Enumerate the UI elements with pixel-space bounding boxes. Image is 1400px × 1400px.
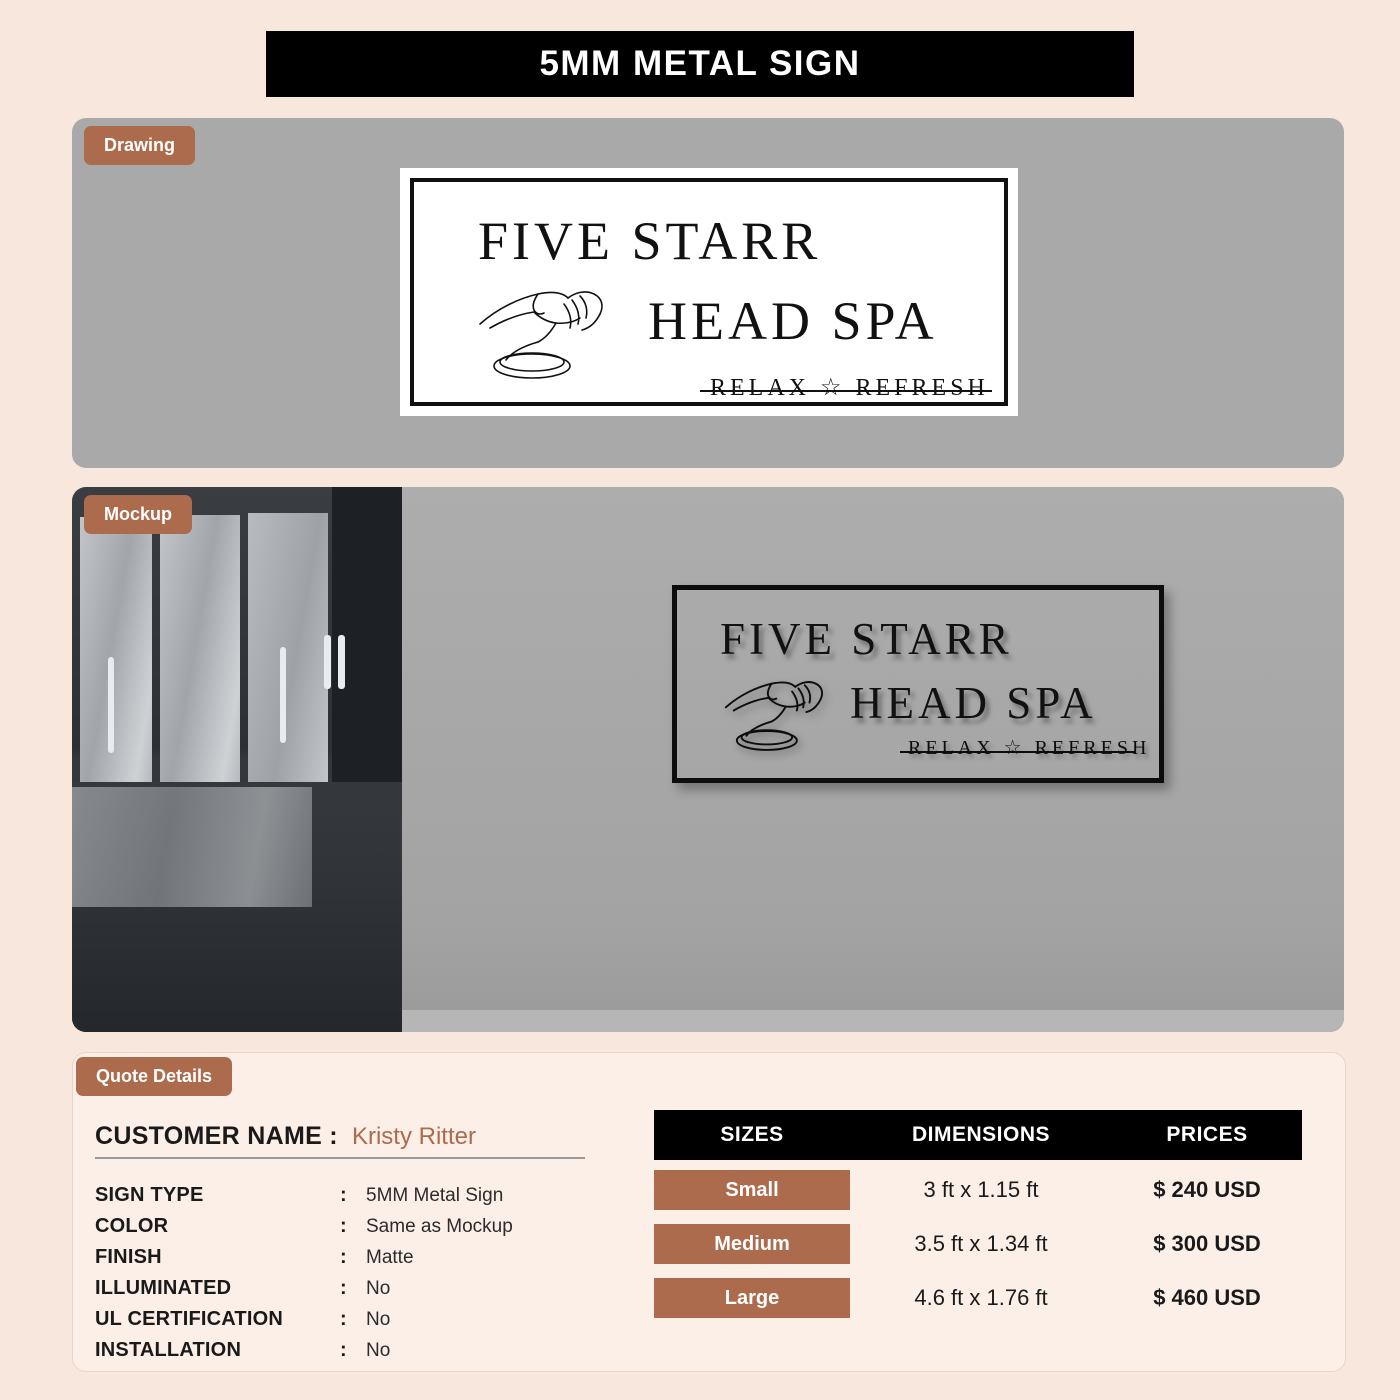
- mockup-section-tag: Mockup: [84, 495, 192, 534]
- drawing-section-tag: Drawing: [84, 126, 195, 165]
- price-value: $ 460 USD: [1153, 1284, 1261, 1310]
- spec-value: No: [366, 1340, 391, 1361]
- price-table: [654, 1110, 1302, 1322]
- table-row: [654, 1219, 1302, 1268]
- spec-value: No: [366, 1278, 391, 1299]
- dimensions-value: 3.5 ft x 1.34 ft: [914, 1230, 1048, 1256]
- dimensions-value: 4.6 ft x 1.76 ft: [914, 1284, 1048, 1310]
- spec-colon: :: [340, 1277, 347, 1299]
- spec-value: No: [366, 1309, 391, 1330]
- customer-name-row: [95, 1122, 585, 1159]
- price-value: $ 300 USD: [1153, 1230, 1261, 1256]
- price-value: $ 240 USD: [1153, 1176, 1261, 1202]
- spec-colon: :: [340, 1184, 347, 1206]
- spec-row-ul-certification: [95, 1308, 595, 1331]
- header-bar: [266, 31, 1134, 97]
- column-header-prices: PRICES: [1166, 1123, 1248, 1146]
- spec-key: ILLUMINATED: [95, 1277, 232, 1299]
- table-row: [654, 1273, 1302, 1322]
- spec-key: INSTALLATION: [95, 1339, 242, 1361]
- head-spa-line-art-icon: [710, 663, 860, 758]
- sign-logo-line2: HEAD SPA: [648, 291, 938, 351]
- spec-row-installation: [95, 1339, 595, 1362]
- spec-value: Matte: [366, 1247, 414, 1268]
- mockup-wall-baseline: [402, 1010, 1344, 1032]
- spec-colon: :: [340, 1339, 347, 1361]
- sign-logo-artwork: [400, 168, 1018, 416]
- size-badge-small: Small: [654, 1170, 850, 1210]
- spec-key: SIGN TYPE: [95, 1184, 204, 1206]
- sign-logo-line1: FIVE STARR: [478, 211, 822, 271]
- spec-row-color: [95, 1215, 595, 1238]
- page-title: 5MM METAL SIGN: [539, 44, 861, 83]
- size-badge-medium: Medium: [654, 1224, 850, 1264]
- spec-list: [95, 1184, 595, 1370]
- dimensions-value: 3 ft x 1.15 ft: [923, 1176, 1039, 1202]
- spec-row-illuminated: [95, 1277, 595, 1300]
- spec-key: FINISH: [95, 1246, 162, 1268]
- mockup-logo-line1: FIVE STARR: [720, 614, 1013, 664]
- spec-value: 5MM Metal Sign: [366, 1185, 504, 1206]
- spec-colon: :: [340, 1308, 347, 1330]
- table-row: [654, 1165, 1302, 1214]
- mockup-logo-artwork: [672, 585, 1164, 783]
- spec-row-sign-type: [95, 1184, 595, 1207]
- spec-key: UL CERTIFICATION: [95, 1308, 284, 1330]
- column-header-sizes: SIZES: [720, 1123, 784, 1146]
- spec-value: Same as Mockup: [366, 1216, 513, 1237]
- head-spa-line-art-icon: [460, 268, 650, 388]
- spec-row-finish: [95, 1246, 595, 1269]
- sign-drawing-preview: [400, 168, 1018, 416]
- customer-name-value: Kristy Ritter: [351, 1123, 476, 1150]
- mockup-logo-tagline: RELAX ☆ REFRESH: [908, 737, 1151, 759]
- quote-section-tag: Quote Details: [76, 1057, 232, 1096]
- spec-colon: :: [340, 1246, 347, 1268]
- price-table-header: [654, 1110, 1302, 1160]
- spec-key: COLOR: [95, 1215, 169, 1237]
- spec-colon: :: [340, 1215, 347, 1237]
- mockup-logo-line2: HEAD SPA: [850, 678, 1097, 728]
- column-header-dimensions: DIMENSIONS: [911, 1123, 1050, 1146]
- mockup-interior-photo: [72, 487, 402, 1032]
- customer-name-label: CUSTOMER NAME :: [95, 1122, 338, 1150]
- mockup-sign-render: [672, 585, 1164, 783]
- sign-logo-tagline: RELAX ☆ REFRESH: [710, 375, 989, 401]
- size-badge-large: Large: [654, 1278, 850, 1318]
